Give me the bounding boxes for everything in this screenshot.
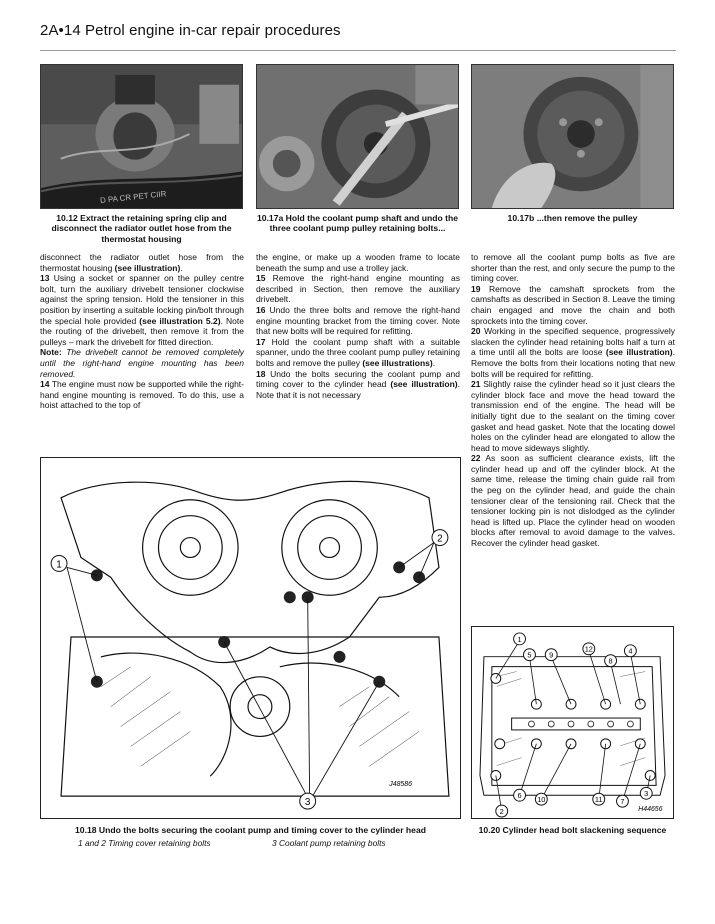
callout-3: 3 <box>304 797 311 809</box>
paragraph-18-continued: to remove all the coolant pump bolts as five are shorter than the rest, and only secure the pump to the timing cover. <box>471 252 675 284</box>
figure-code-j48586: J48586 <box>389 781 413 789</box>
paragraph-21: 21 Slightly raise the cylinder head so it just clears the cylinder block face and move the head toward the transmission end of the engine. The head will be initially tight due to the sealant on the timing cover gasket and head gasket. Note that the locating dowel holes on the cylinder head are elongated to allow the head to move sideways slightly. <box>471 379 675 453</box>
paragraph-16: 16 Undo the three bolts and remove the right-hand engine mounting bracket from the timing cover. Note that new bolts will be required for refitting. <box>256 304 460 337</box>
header-divider <box>40 50 676 51</box>
bolt-callout-2: 2 <box>499 807 504 817</box>
text-column-1 <box>40 252 244 411</box>
bolt-callout-10: 10 <box>537 795 546 805</box>
bolt-callout-1: 1 <box>517 634 522 644</box>
paragraph-13: 13 Using a socket or spanner on the pulley centre bolt, turn the auxiliary drivebelt tensioner clockwise against the spring tension. Hold the tensioner in this position by inserting a suitable locking pin/bolt through the special hole provided (see illustration 5.2). Note the routing of the drivebelt, then remove it from the pulleys – mark the drivebelt for fitted direction. <box>40 273 244 347</box>
paragraph-12-continued: disconnect the radiator outlet hose from the thermostat housing (see illustration). <box>40 252 244 273</box>
page-header <box>40 22 676 46</box>
photo-remove-pulley <box>471 64 674 209</box>
text-column-2 <box>256 252 460 400</box>
bolt-callout-4: 4 <box>628 646 633 656</box>
paragraph-14: 14 The engine must now be supported while the right-hand engine mounting is removed. To do this, use a hoist attached to the top of <box>40 379 244 411</box>
figure-legend-3: 3 Coolant pump retaining bolts <box>272 838 386 848</box>
photo-caption-10-17b: 10.17b ...then remove the pulley <box>507 213 638 223</box>
callout-1: 1 <box>56 559 62 571</box>
photo-radiator-hose <box>40 64 243 209</box>
photo-pump-pulley-bolts <box>256 64 459 209</box>
photo-caption-10-12: 10.12 Extract the retaining spring clip and disconnect the radiator outlet hose from the thermostat housing <box>51 213 232 244</box>
bolt-callout-6: 6 <box>517 791 522 801</box>
bolt-callout-8: 8 <box>608 656 613 666</box>
hose-print-text: D PA CR PET CIIR <box>99 189 167 206</box>
figure-code-h44656: H44656 <box>638 806 663 814</box>
figure-timing-cover-bolts <box>40 457 461 819</box>
note-drivebelt: Note: The drivebelt cannot be removed completely until the right-hand engine mounting has been removed. <box>40 347 244 379</box>
page-title: 2A•14 Petrol engine in-car repair procedures <box>40 22 341 39</box>
bolt-callout-9: 9 <box>549 650 554 660</box>
paragraph-19: 19 Remove the camshaft sprockets from the camshafts as described in Section 8. Leave the timing chain engaged and move the chain and both sprockets into the timing cover. <box>471 283 675 326</box>
bolt-callout-11: 11 <box>594 795 603 805</box>
text-column-3 <box>471 252 675 549</box>
paragraph-17: 17 Hold the coolant pump shaft with a suitable spanner, undo the three coolant pump pulley retaining bolts and remove the pulley (see illustrations). <box>256 336 460 368</box>
paragraph-18: 18 Undo the bolts securing the coolant pump and timing cover to the cylinder head (see illustration). Note that it is not necessary <box>256 368 461 400</box>
figure-head-bolt-sequence <box>471 626 674 819</box>
paragraph-15: 15 Remove the right-hand engine mounting as described in Section, then remove the auxiliary drivebelt. <box>256 273 460 305</box>
paragraph-22: 22 As soon as sufficient clearance exists, lift the cylinder head up and off the cylinder block. At the same time, release the timing chain guide rail from the peg on the cylinder head, and guide the chain tensioner clear of the tensioning rail. Check that the tensioner locking pin is not dislodged as the cylinder head is lifted up. Place the cylinder head on wooden blocks after removal to avoid damage to the valves. Recover the cylinder head gasket. <box>471 453 675 549</box>
bolt-callout-7: 7 <box>620 797 625 807</box>
photo-caption-10-17a: 10.17a Hold the coolant pump shaft and undo the three coolant pump pulley retaining bolts... <box>256 213 458 234</box>
bolt-callout-3: 3 <box>644 789 649 799</box>
callout-2: 2 <box>437 533 443 545</box>
figure-caption-10-20: 10.20 Cylinder head bolt slackening sequence <box>478 825 667 835</box>
figure-caption-10-18: 10.18 Undo the bolts securing the coolant pump and timing cover to the cylinder head <box>75 825 426 835</box>
bolt-callout-12: 12 <box>584 644 593 654</box>
paragraph-20: 20 Working in the specified sequence, progressively slacken the cylinder head retaining bolts half a turn at a time until all the bolts are loose (see illustration). Remove the bolts from their locations noting that new bolts will be required for refitting. <box>471 326 675 379</box>
figure-legend-1-2: 1 and 2 Timing cover retaining bolts <box>78 838 211 848</box>
bolt-callout-5: 5 <box>527 650 532 660</box>
paragraph-14-continued: the engine, or make up a wooden frame to locate beneath the sump and use a trolley jack. <box>256 252 460 273</box>
